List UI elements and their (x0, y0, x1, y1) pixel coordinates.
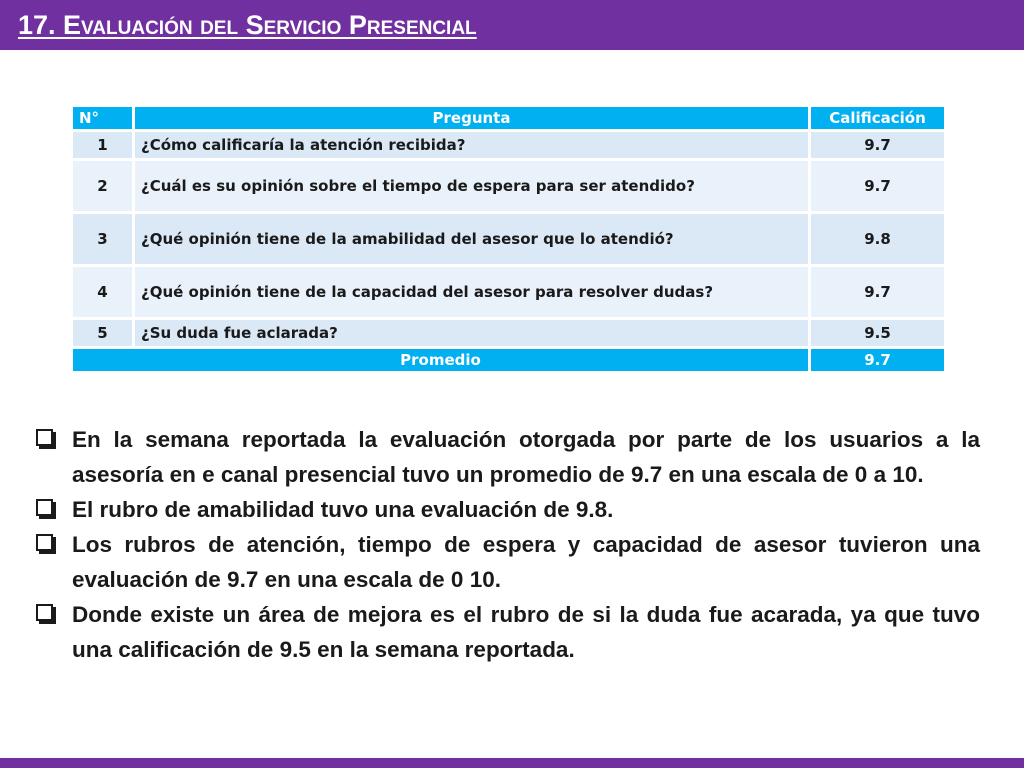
table-row (72, 319, 946, 348)
row-number: 2 (72, 160, 134, 213)
row-number: 3 (72, 213, 134, 266)
footer-bar (0, 758, 1024, 768)
list-item (34, 422, 980, 492)
row-score: 9.7 (810, 131, 946, 160)
evaluation-table (70, 104, 947, 374)
row-score: 9.7 (810, 160, 946, 213)
row-number: 4 (72, 266, 134, 319)
row-score: 9.5 (810, 319, 946, 348)
average-label: Promedio (72, 348, 810, 373)
row-question: ¿Cuál es su opinión sobre el tiempo de espera para ser atendido? (134, 160, 810, 213)
checkbox-bullet-icon (36, 429, 53, 446)
average-value: 9.7 (810, 348, 946, 373)
table-row (72, 131, 946, 160)
row-question: ¿Qué opinión tiene de la amabilidad del asesor que lo atendió? (134, 213, 810, 266)
checkbox-bullet-icon (36, 499, 53, 516)
list-item (34, 527, 980, 597)
row-question: ¿Qué opinión tiene de la capacidad del asesor para resolver dudas? (134, 266, 810, 319)
table-row (72, 213, 946, 266)
column-header-question: Pregunta (134, 106, 810, 131)
column-header-score: Calificación (810, 106, 946, 131)
row-score: 9.8 (810, 213, 946, 266)
checkbox-bullet-icon (36, 534, 53, 551)
row-question: ¿Su duda fue aclarada? (134, 319, 810, 348)
row-score: 9.7 (810, 266, 946, 319)
row-question: ¿Cómo calificaría la atención recibida? (134, 131, 810, 160)
bullet-text: Los rubros de atención, tiempo de espera y capacidad de asesor tuvieron una evaluación de 9.7 en una escala de 0 10. (72, 532, 980, 592)
average-row (72, 348, 946, 373)
bullet-text: El rubro de amabilidad tuvo una evaluación de 9.8. (72, 497, 614, 522)
column-header-number: N° (72, 106, 134, 131)
row-number: 5 (72, 319, 134, 348)
bullet-text: Donde existe un área de mejora es el rubro de si la duda fue acarada, ya que tuvo una calificación de 9.5 en la semana reportada. (72, 602, 980, 662)
bullet-text: En la semana reportada la evaluación otorgada por parte de los usuarios a la asesoría en e canal presencial tuvo un promedio de 9.7 en una escala de 0 a 10. (72, 427, 980, 487)
table-row (72, 266, 946, 319)
findings-list (34, 422, 980, 667)
checkbox-bullet-icon (36, 604, 53, 621)
list-item (34, 492, 980, 527)
slide-title: 17. Evaluación del Servicio Presencial (18, 10, 477, 40)
table-row (72, 160, 946, 213)
header-bar (0, 0, 1024, 50)
list-item (34, 597, 980, 667)
table-header-row (72, 106, 946, 131)
row-number: 1 (72, 131, 134, 160)
